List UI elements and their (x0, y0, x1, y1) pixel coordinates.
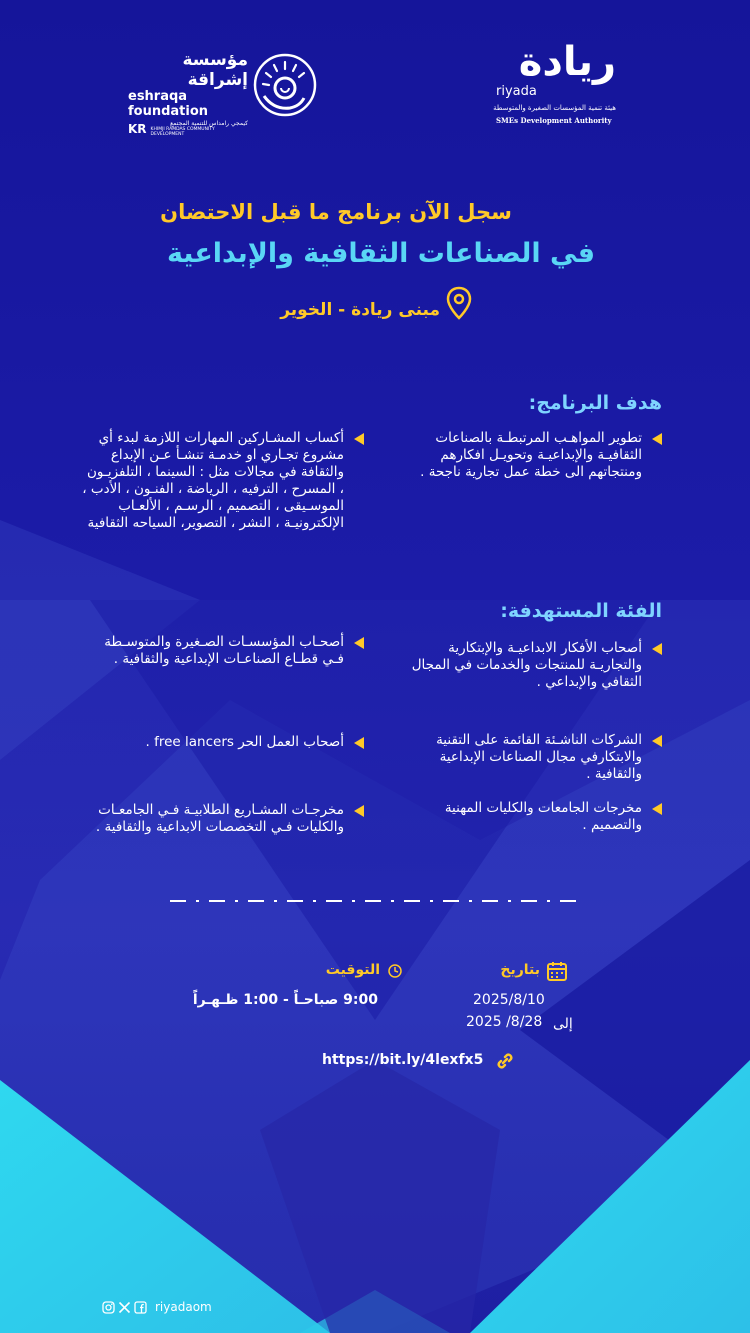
audience-item-5 (392, 800, 660, 834)
goals-title: هدف البرنامج: (528, 392, 662, 414)
time-value: 9:00 صباحـاً - 1:00 ظـهـراً (192, 992, 378, 1008)
riyada-logo-tagline-ar: هيئة تنمية المؤسسات الصغيرة والمتوسطة (493, 104, 616, 112)
footer-handle[interactable]: riyadaom (155, 1300, 212, 1314)
bullet-arrow-icon (652, 433, 662, 445)
goal-item-2 (82, 430, 362, 532)
instagram-icon[interactable] (102, 1301, 115, 1314)
time-block (180, 958, 410, 1008)
bullet-arrow-icon (652, 735, 662, 747)
bullet-arrow-icon (652, 803, 662, 815)
riyada-logo-latin: riyada (496, 84, 537, 99)
eshraqa-logo (128, 50, 318, 137)
eshraqa-sun-icon (252, 52, 318, 118)
date-from: 2025/8/10 (473, 992, 545, 1008)
audience-item-6 (82, 802, 362, 836)
audience-item-text: أصحاب العمل الحر free lancers . (145, 734, 344, 750)
audience-item-text: مخرجـات المشـاريع الطلابيـة فـي الجامعـات والكليات فـي التخصصات الابداعية والثقافية . (95, 802, 344, 835)
goal-item-text: أكساب المشـاركين المهارات اللازمة لبدء أي مشروع تجـاري او خدمـة تنشـأ عـن الإبداع والثقافة في مجالات مثل : السينما ، التلفزيـون ، المسرح ، الترفيه ، الرياضة ، الفنـون ، الأدب ، الموسـيقى ، التصميم ، الرسـم ، الألعـاب الإلكترونيـة ، النشر ، التصوير، السياحه الثقافية (82, 430, 344, 531)
bullet-arrow-icon (354, 637, 364, 649)
audience-item-2 (82, 634, 362, 668)
time-label: التوقيت (325, 962, 380, 978)
riyada-logo-arabic: ريادة (518, 39, 616, 85)
headline-industries: في الصناعات الثقافية والإبداعية (166, 238, 596, 269)
location-row (280, 286, 476, 320)
headline-register: سجل الآن برنامج ما قبل الاحتضان (160, 200, 512, 224)
audience-item-3 (392, 732, 660, 783)
registration-link[interactable]: https://bit.ly/4lexfx5 (322, 1052, 484, 1068)
eshraqa-logo-latin: eshraqa foundation (128, 89, 209, 119)
location-pin-icon (446, 286, 472, 320)
date-to: 2025 /8/28 (466, 1014, 543, 1030)
riyada-logo (486, 39, 616, 132)
goal-item-1 (392, 430, 660, 481)
link-chain-icon (494, 1050, 516, 1072)
clock-icon (388, 964, 402, 978)
date-label: بتاريخ (500, 962, 540, 978)
location-text: مبنى ريادة - الخوير (280, 300, 440, 320)
audience-item-text: الشركات الناشـئة القائمة على التقنية والابتكارفي مجال الصناعات الإبداعية والثقافية . (436, 732, 642, 782)
facebook-icon[interactable] (134, 1301, 147, 1314)
riyada-logo-tagline-en: SMEs Development Authority (496, 116, 612, 125)
audience-item-4 (82, 734, 362, 751)
bullet-arrow-icon (354, 737, 364, 749)
date-to-prefix: إلى (553, 1016, 573, 1032)
registration-link-row (322, 1050, 522, 1074)
date-block (440, 958, 573, 1032)
audience-title: الفئة المستهدفة: (500, 600, 662, 622)
audience-item-text: أصحـاب المؤسسـات الصـغيرة والمتوسـطة فـي قطـاع الصناعـات الإبداعية والثقافية . (104, 634, 344, 667)
eshraqa-sub-en: KHIMJI RAMDAS COMMUNITY DEVELOPMENT (150, 127, 215, 137)
audience-item-text: أصحاب الأفكار الابداعيـة والإبتكارية والتجاريـة للمنتجات والخدمات في المجال الثقافي والإبداعي . (411, 640, 642, 690)
dashed-divider (170, 896, 580, 906)
eshraqa-logo-arabic: مؤسسة إشراقة (182, 50, 248, 90)
x-icon[interactable] (118, 1301, 131, 1314)
audience-item-1 (392, 640, 660, 691)
goal-item-text: تطوير المواهـب المرتبطـة بالصناعات الثقافيـة والإبداعيـة وتحويـل افكارهم ومنتجاتهم الى خطة عمل تجارية ناجحة . (420, 430, 642, 480)
footer-social (102, 1298, 212, 1316)
bullet-arrow-icon (652, 643, 662, 655)
audience-item-text: مخرجات الجامعات والكليات المهنية والتصميم . (444, 800, 642, 833)
kr-mark: KR (128, 121, 147, 136)
bullet-arrow-icon (354, 805, 364, 817)
calendar-icon (546, 960, 568, 982)
bullet-arrow-icon (354, 433, 364, 445)
eshraqa-sub-ar: كيمجي رامداس للتنمية المجتمع (170, 120, 248, 127)
